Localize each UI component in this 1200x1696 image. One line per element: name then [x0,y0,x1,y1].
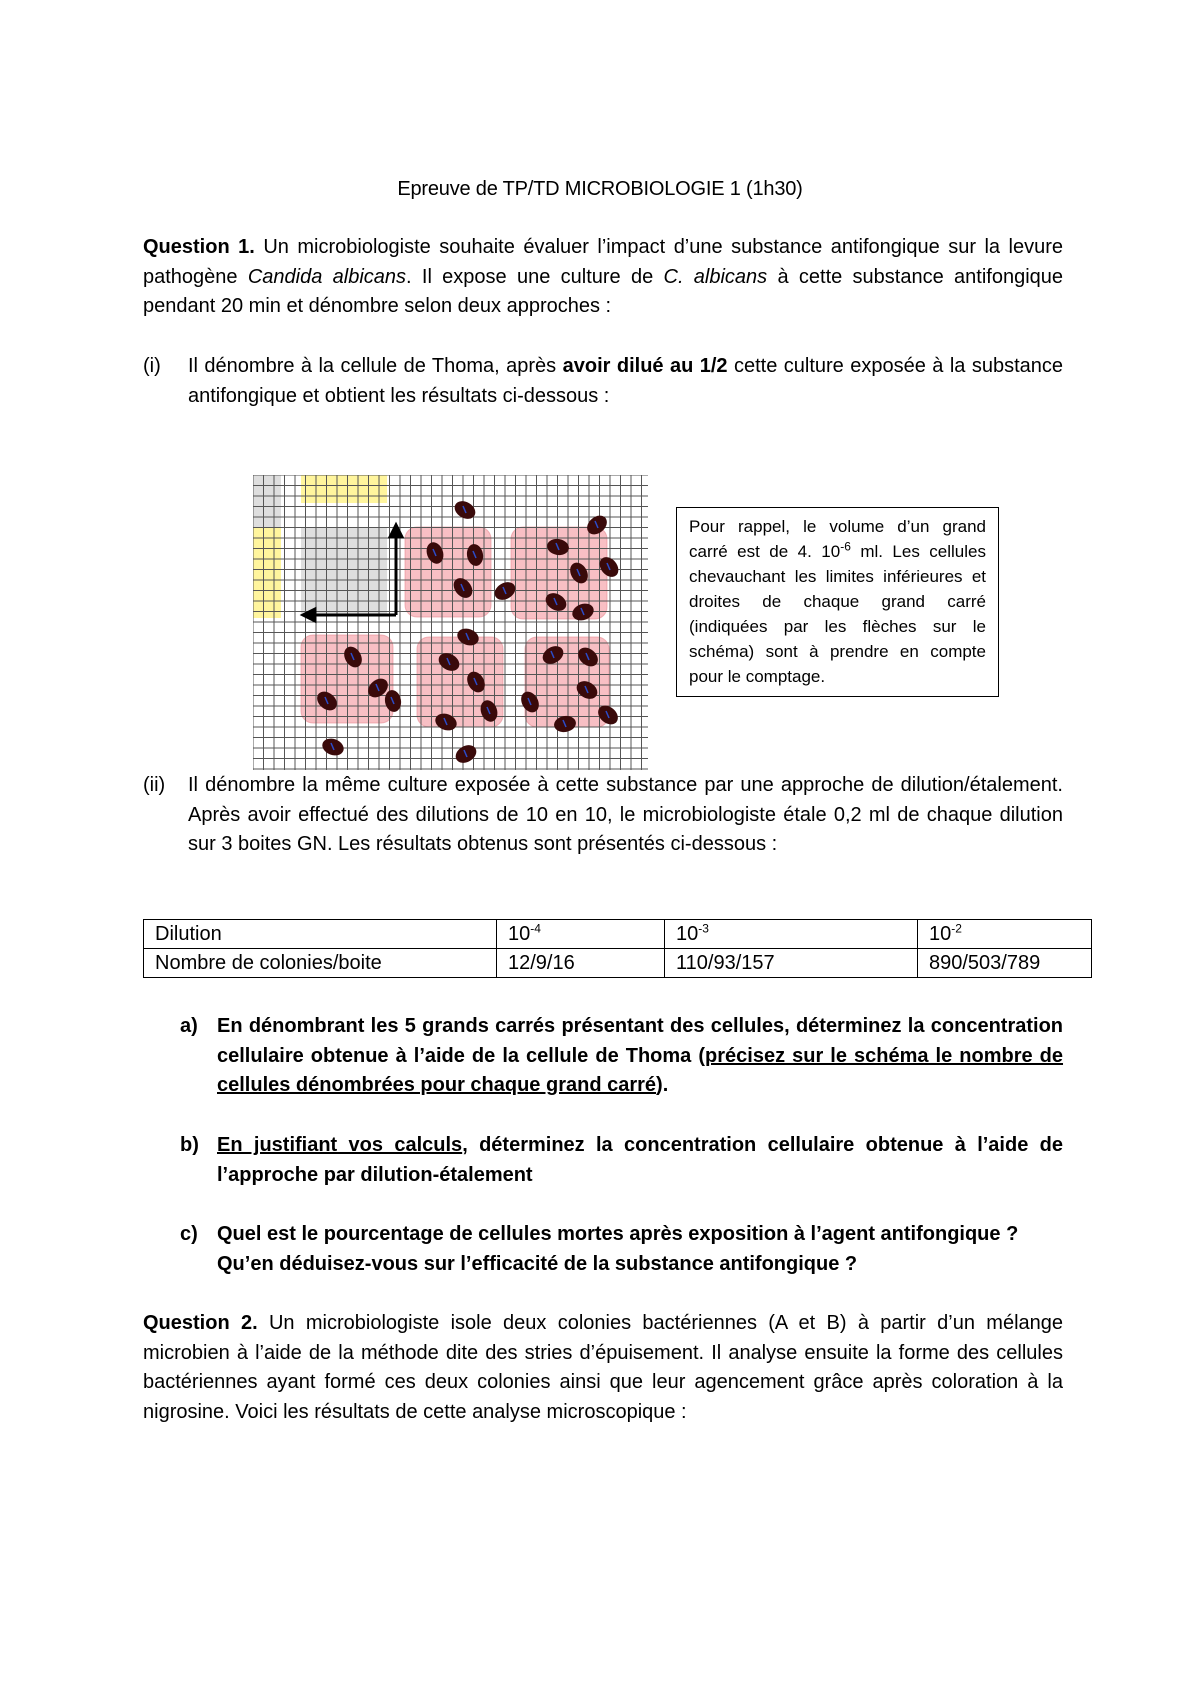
yellow-square-left [253,528,281,618]
species-short-name: C. albicans [663,265,768,288]
sub-a-underlined: précisez sur le schéma le nombre de cellules dénombrées pour chaque grand carré [217,1044,1064,1096]
item-ii-number: (ii) [143,774,166,796]
item-i-number: (i) [143,355,161,377]
question-1-text-c: à cette substance antifongique pendant 20 min et dénombre selon deux approches : [143,265,1064,317]
question-2-label: Question 2. [143,1312,258,1334]
table-cell-dilution: $10^{-2}$ [918,920,1092,949]
sub-a-number: a) [180,1015,198,1037]
question-1-text-a: Un microbiologiste souhaite évaluer l’impact d’une substance antifongique sur la levure pathogène [143,236,1064,288]
reminder-box [676,507,999,697]
question-2 [143,1309,1063,1427]
reminder-exponent: -6 [840,539,851,554]
sub-question-c [180,1220,1063,1280]
sub-question-a [180,1012,1063,1102]
item-i-bold: avoir dilué au 1/2 [562,355,728,377]
table-cell-colonies: 890/503/789 [918,949,1092,978]
table-cell-colonies: 110/93/157 [665,949,918,978]
table-row [144,920,1092,949]
question-1-text-b: . Il expose une culture de [406,265,664,288]
species-name: Candida albicans [247,265,407,288]
table-cell-dilution: $10^{-4}$ [497,920,665,949]
item-i-text-a: Il dénombre à la cellule de Thoma, après [188,355,563,377]
table-cell-colonies: 12/9/16 [497,949,665,978]
item-ii [143,771,1063,891]
sub-a-text-a: En dénombrant les 5 grands carrés présentant des cellules, déterminez la concentration cellulaire obtenue à l’aide de la cellule de Thoma ( [217,1015,1063,1067]
table-header-dilution: Dilution [144,920,497,949]
thoma-cell-figure [253,475,653,775]
item-ii-text: Il dénombre la même culture exposée à cette substance par une approche de dilution/étalement. Après avoir effectué des dilutions de 10 en 10, le microbiologiste étale 0,2 ml de chaque dilution sur 3 boites GN. Les résultats obtenus sont présentés ci-dessous : [188,774,1063,855]
results-table [143,919,1092,978]
item-i [143,352,1063,412]
sub-c-line-2: Qu’en déduisez-vous sur l’efficacité de la substance antifongique ? [217,1252,858,1275]
grand-square-counted [525,637,609,727]
page-title: Epreuve de TP/TD MICROBIOLOGIE 1 (1h30) [397,178,803,200]
question-1-label: Question 1. [143,236,255,258]
sub-b-text: , déterminez la concentration cellulaire obtenue à l’aide de l’approche par dilution-étalement [217,1134,1064,1186]
item-i-text-b: cette culture exposée à la substance antifongique et obtient les résultats ci-dessous : [188,355,1063,407]
yellow-square-top [301,475,387,503]
table-row-label: Nombre de colonies/boite [144,949,497,978]
table-row [144,949,1092,978]
reminder-text-b: ml. Les cellules chevauchant les limites inférieures et droites de chaque grand carré (indiquées par les flèches sur le schéma) sont à prendre en compte pour le comptage. [689,542,986,686]
reminder-text-a: Pour rappel, le volume d’un grand carré est de 4. 10 [689,517,986,561]
sub-c-line-1: Quel est le pourcentage de cellules mortes après exposition à l’agent antifongique ? [217,1223,1019,1245]
sub-question-b [180,1131,1063,1191]
gray-grand-square [301,527,387,615]
table-cell-dilution: $10^{-3}$ [665,920,918,949]
grand-square-counted [405,527,491,617]
question-1 [143,233,1063,322]
sub-a-text-b: ). [656,1074,669,1096]
question-2-text: Un microbiologiste isole deux colonies bactériennes (A et B) à partir d’un mélange microbien à l’aide de la méthode dite des stries d’épuisement. Il analyse ensuite la forme des cellules bactériennes ayant formé ces deux colonies ainsi que leur agencement grâce après coloration à la nigrosine. Voici les résultats de cette analyse microscopique : [143,1312,1064,1423]
sub-c-number: c) [180,1223,198,1245]
sub-b-underlined: En justifiant vos calculs [217,1134,463,1156]
sub-b-number: b) [180,1134,199,1156]
